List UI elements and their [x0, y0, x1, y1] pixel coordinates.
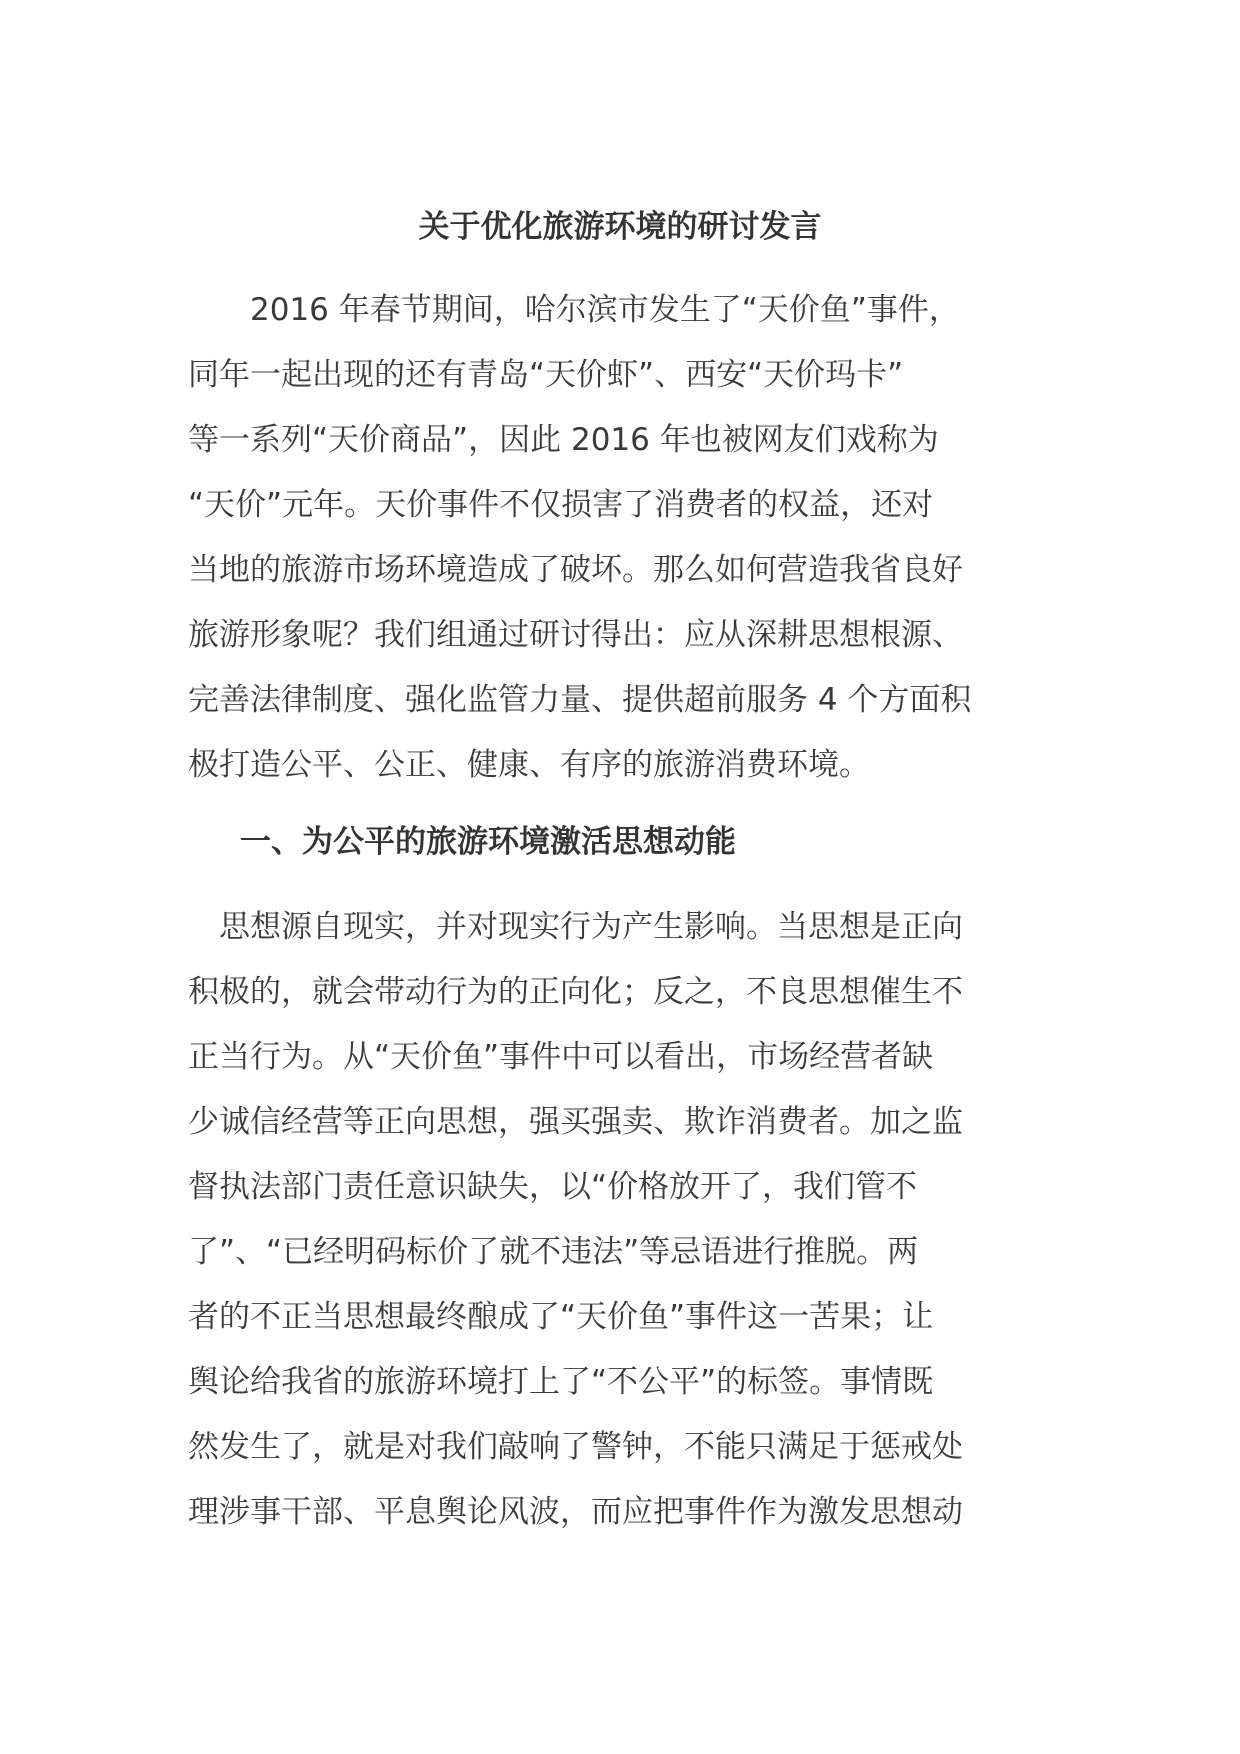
- paragraph-line: 理涉事干部、平息舆论风波，而应把事件作为激发思想动: [188, 1494, 963, 1530]
- section-heading: 一、为公平的旅游环境激活思想动能: [240, 824, 736, 860]
- paragraph-line: 2016 年春节期间，哈尔滨市发生了“天价鱼”事件，: [188, 292, 960, 328]
- intro-paragraph: [188, 278, 1068, 798]
- paragraph-line: 者的不正当思想最终酿成了“天价鱼”事件这一苦果；让: [188, 1299, 934, 1335]
- document-title: 关于优化旅游环境的研讨发言: [418, 209, 822, 245]
- paragraph-line: 积极的，就会带动行为的正向化；反之，不良思想催生不: [188, 974, 963, 1010]
- paragraph-line: 思想源自现实，并对现实行为产生影响。当思想是正向: [188, 909, 963, 945]
- paragraph-line: 督执法部门责任意识缺失，以“价格放开了，我们管不: [188, 1169, 918, 1205]
- paragraph-line: 同年一起出现的还有青岛“天价虾”、西安“天价玛卡”: [188, 357, 904, 393]
- paragraph-line: “天价”元年。天价事件不仅损害了消费者的权益，还对: [188, 487, 934, 523]
- paragraph-line: 少诚信经营等正向思想，强买强卖、欺诈消费者。加之监: [188, 1104, 963, 1140]
- paragraph-line: 然发生了，就是对我们敲响了警钟，不能只满足于惩戒处: [188, 1429, 963, 1465]
- paragraph-line: 等一系列“天价商品”，因此 2016 年也被网友们戏称为: [188, 422, 939, 458]
- paragraph-line: 了”、“已经明码标价了就不违法”等忌语进行推脱。两: [188, 1234, 919, 1270]
- paragraph-line: 极打造公平、公正、健康、有序的旅游消费环境。: [188, 747, 870, 783]
- paragraph-line: 舆论给我省的旅游环境打上了“不公平”的标签。事情既: [188, 1364, 934, 1400]
- paragraph-line: 当地的旅游市场环境造成了破坏。那么如何营造我省良好: [188, 552, 963, 588]
- paragraph-line: 正当行为。从“天价鱼”事件中可以看出，市场经营者缺: [188, 1039, 934, 1075]
- paragraph-line: 旅游形象呢？我们组通过研讨得出：应从深耕思想根源、: [188, 617, 963, 653]
- section-paragraph: [188, 895, 1068, 1545]
- paragraph-line: 完善法律制度、强化监管力量、提供超前服务 4 个方面积: [188, 682, 972, 718]
